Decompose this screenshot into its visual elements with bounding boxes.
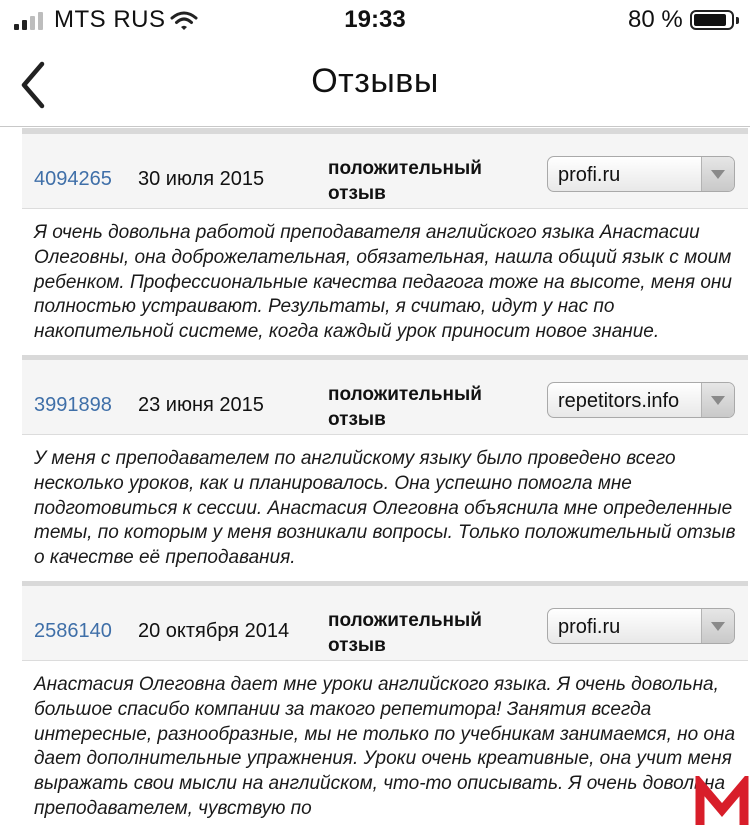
source-select[interactable] [547, 156, 735, 192]
chevron-down-icon [701, 383, 734, 417]
source-select[interactable] [547, 608, 735, 644]
review-date: 20 октября 2014 [138, 619, 290, 642]
review-text: Анастасия Олеговна дает мне уроки английского языка. Я очень довольна, большое спасибо компании за такого репетитора! Занятия всегда интересные, разнообразные, мы не только по учебникам занимаемся, но она дает дополнительные упражнения. Уроки очень креативные, она учит меня выражать свои мысли на английском, что-то описывать. Я очень довольна преподавателем, чувствую по [22, 661, 748, 825]
reviews-list[interactable] [22, 128, 748, 825]
status-bar [0, 0, 750, 44]
battery-percent: 80 % [628, 6, 683, 33]
nav-bar [0, 44, 750, 127]
review-type: положительный отзыв [328, 383, 482, 430]
battery-icon [690, 10, 734, 30]
review-id-link[interactable]: 3991898 [34, 393, 112, 416]
carrier-name: MTS RUS [54, 6, 166, 33]
status-time: 19:33 [344, 6, 406, 33]
review-item [22, 360, 748, 581]
source-select-value: repetitors.info [558, 389, 680, 412]
review-date: 30 июля 2015 [138, 168, 265, 190]
source-select[interactable] [547, 382, 735, 418]
review-id-link[interactable]: 2586140 [34, 619, 112, 642]
review-type: положительный отзыв [328, 158, 482, 204]
m-logo-icon [694, 776, 750, 825]
review-text: Я очень довольна работой преподавателя английского языка Анастасии Олеговны, она доброжелательная, обязательная, нашла общий язык с моим ребенком. Профессиональные качества педагога тоже на высоте, меня они полностью устраивают. Результаты, я считаю, идут у нас по накопительной системе, когда каждый урок приносит новое знание. [22, 209, 748, 355]
review-text: У меня с преподавателем по английскому языку было проведено всего несколько уроков, как и планировалось. Она успешно помогла мне подготовиться к сессии. Анастасия Олеговна объяснила мне определенные темы, по которым у меня возникали вопросы. Только положительный отзыв о качестве её преподавания. [22, 435, 748, 581]
review-type: положительный отзыв [328, 609, 482, 656]
chevron-down-icon [701, 157, 734, 191]
source-select-value: profi.ru [558, 615, 621, 638]
review-id-link[interactable]: 4094265 [34, 168, 112, 190]
review-header [22, 360, 748, 435]
review-header [22, 134, 748, 209]
page-title: Отзывы [311, 62, 439, 100]
chevron-down-icon [701, 609, 734, 643]
review-item [22, 586, 748, 825]
review-item [22, 134, 748, 355]
review-date: 23 июня 2015 [138, 393, 264, 416]
source-select-value: profi.ru [558, 164, 621, 186]
review-header [22, 586, 748, 661]
